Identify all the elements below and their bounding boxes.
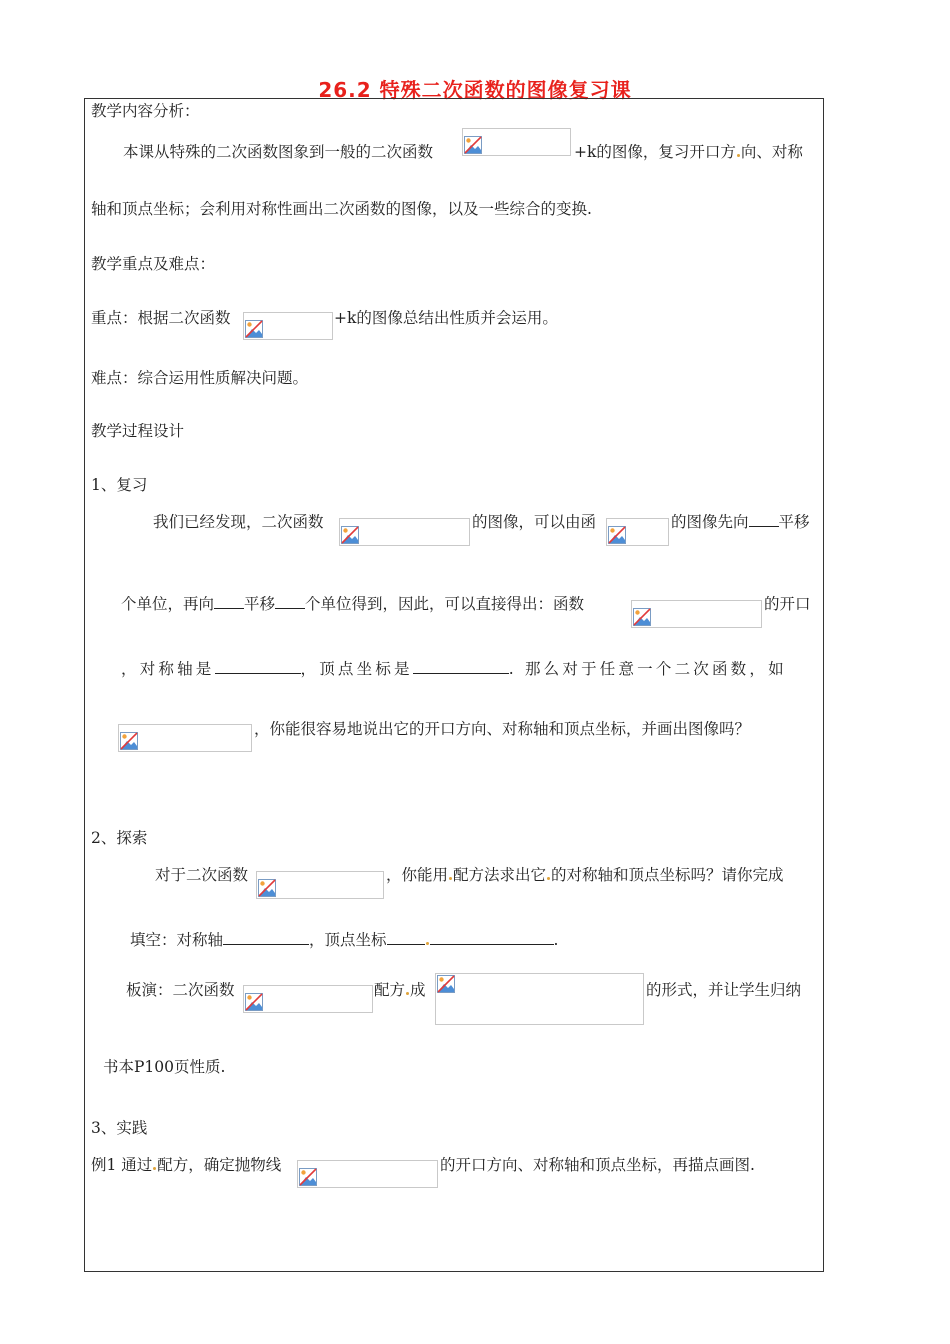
formula-image — [606, 518, 669, 546]
explore-l1-rest — [386, 865, 784, 885]
broken-image-icon — [245, 993, 263, 1011]
explore-l3-b — [374, 980, 426, 1000]
explore-l3-c-text: 成 — [410, 981, 426, 999]
analysis-p1-b-text: +k的图像，复习开口方 — [574, 143, 736, 161]
formula-image — [243, 985, 373, 1013]
practice-heading: 3、实践 — [91, 1119, 148, 1137]
fill-blank — [214, 594, 244, 609]
review-l2-a-text: 个单位，再向 — [121, 595, 215, 613]
marker-dot — [406, 992, 409, 995]
explore-l1-a: 对于二次函数 — [155, 866, 249, 884]
fill-blank — [749, 512, 779, 527]
review-l3-c-text: . 那么对于任意一个二次函数，如 — [508, 660, 787, 678]
explore-l1-b-text: ，你能用 — [386, 866, 449, 884]
broken-image-icon — [258, 879, 276, 897]
fill-blank — [413, 659, 509, 674]
formula-image — [297, 1160, 438, 1188]
explore-l2-c-text: . — [553, 931, 559, 949]
example-1-a-text: 例1 通过 — [91, 1156, 153, 1174]
analysis-heading: 教学内容分析： — [91, 102, 200, 120]
broken-image-icon — [633, 608, 651, 626]
review-l4: ，你能很容易地说出它的开口方向、对称轴和顶点坐标，并画出图像吗？ — [254, 720, 751, 738]
formula-image — [118, 724, 252, 752]
example-1-c: 的开口方向、对称轴和顶点坐标，再描点画图. — [440, 1156, 755, 1174]
explore-l3-a: 板演：二次函数 — [126, 981, 235, 999]
review-l1-c-text: 的图像先向 — [671, 513, 749, 531]
review-l2-d: 的开口 — [764, 595, 811, 613]
broken-image-icon — [608, 526, 626, 544]
explore-l1-c-text: 配方法求出它 — [453, 866, 547, 884]
key-point-b: +k的图像总结出性质并会运用。 — [334, 309, 558, 327]
review-l3-b-text: ，顶点坐标是 — [300, 660, 413, 678]
broken-image-icon — [299, 1168, 317, 1186]
marker-dot — [547, 877, 550, 880]
marker-dot — [426, 942, 429, 945]
difficult-point: 难点：综合运用性质解决问题。 — [91, 369, 309, 387]
broken-image-icon — [120, 732, 138, 750]
analysis-p1-c-text: 向、对称 — [740, 143, 803, 161]
analysis-p2: 轴和顶点坐标；会利用对称性画出二次函数的图像，以及一些综合的变换. — [91, 200, 592, 218]
formula-image — [339, 518, 470, 546]
formula-image — [243, 312, 333, 340]
example-1-a — [91, 1155, 281, 1175]
fill-blank — [223, 930, 309, 945]
fill-blank — [430, 930, 554, 945]
review-l1-a: 我们已经发现，二次函数 — [153, 513, 324, 531]
broken-image-icon — [464, 136, 482, 154]
explore-l4: 书本P100页性质. — [103, 1058, 226, 1076]
review-l1-b: 的图像，可以由函 — [472, 513, 597, 531]
key-heading: 教学重点及难点： — [91, 255, 216, 273]
review-l3 — [121, 659, 787, 679]
process-heading: 教学过程设计 — [91, 422, 185, 440]
analysis-p1-b — [574, 142, 803, 162]
analysis-p1-a: 本课从特殊的二次函数图象到一般的二次函数 — [123, 143, 434, 161]
formula-image — [256, 871, 384, 899]
explore-l2 — [130, 930, 558, 950]
broken-image-icon — [341, 526, 359, 544]
broken-image-icon — [437, 975, 455, 993]
review-l3-a-text: ，对称轴是 — [121, 660, 215, 678]
lesson-table — [84, 98, 824, 1272]
formula-image — [462, 128, 571, 156]
explore-l3-d: 的形式，并让学生归纳 — [646, 981, 802, 999]
page-title: 26.2 特殊二次函数的图像复习课 — [318, 78, 632, 102]
fill-blank — [275, 594, 305, 609]
review-heading: 1、复习 — [91, 476, 148, 494]
key-point-a: 重点：根据二次函数 — [91, 309, 231, 327]
marker-dot — [449, 877, 452, 880]
explore-l2-b-text: ，顶点坐标 — [309, 931, 387, 949]
review-l2-c-text: 个单位得到，因此，可以直接得出：函数 — [305, 595, 585, 613]
formula-image — [435, 973, 644, 1025]
review-l1-d-text: 平移 — [778, 513, 810, 531]
fill-blank — [215, 659, 301, 674]
explore-l2-a-text: 填空：对称轴 — [130, 931, 224, 949]
explore-l1-d-text: 的对称轴和顶点坐标吗？请你完成 — [551, 866, 784, 884]
explore-heading: 2、探索 — [91, 829, 148, 847]
fill-blank — [387, 930, 425, 945]
review-l1-c — [671, 512, 810, 532]
review-l2-b-text: 平移 — [244, 595, 276, 613]
broken-image-icon — [245, 320, 263, 338]
review-l2-a — [121, 594, 584, 614]
marker-dot — [737, 154, 740, 157]
example-1-b-text: 配方，确定抛物线 — [157, 1156, 282, 1174]
formula-image — [631, 600, 762, 628]
marker-dot — [153, 1167, 156, 1170]
explore-l3-b-text: 配方 — [374, 981, 406, 999]
